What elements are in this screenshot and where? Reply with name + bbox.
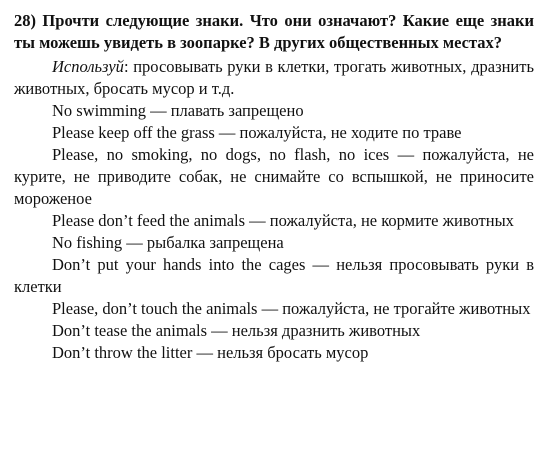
- sign-line-2: Please keep off the grass — пожалуйста, не ходите по траве: [52, 123, 462, 142]
- hint-text: : просовывать руки в клетки, трогать животных, дразнить животных, бросать мусор и т.д.: [14, 57, 534, 98]
- sign-line-7: Please, don’t touch the animals — пожалуйста, не трогайте животных: [52, 299, 531, 318]
- sign-line-6: Don’t put your hands into the cages — нельзя просовывать руки в клетки: [14, 255, 534, 296]
- textbook-page: [14, 10, 534, 364]
- sign-line-3: Please, no smoking, no dogs, no flash, no ices — пожалуйста, не курите, не приводите собак, не снимайте со вспышкой, не приносите мороженое: [14, 145, 534, 208]
- sign-line-5: No fishing — рыбалка запрещена: [52, 233, 284, 252]
- sign-line-9: Don’t throw the litter — нельзя бросать мусор: [52, 343, 369, 362]
- hint-paragraph: [14, 56, 534, 100]
- sign-line-4: Please don’t feed the animals — пожалуйста, не кормите животных: [52, 211, 514, 230]
- sign-line-1: No swimming — плавать запрещено: [52, 101, 304, 120]
- hint-lead: Используй: [52, 57, 124, 76]
- task-heading: 28) Прочти следующие знаки. Что они означают? Какие еще знаки ты можешь увидеть в зоопарке? В других общественных местах?: [14, 11, 534, 52]
- sign-line-8: Don’t tease the animals — нельзя дразнить животных: [52, 321, 421, 340]
